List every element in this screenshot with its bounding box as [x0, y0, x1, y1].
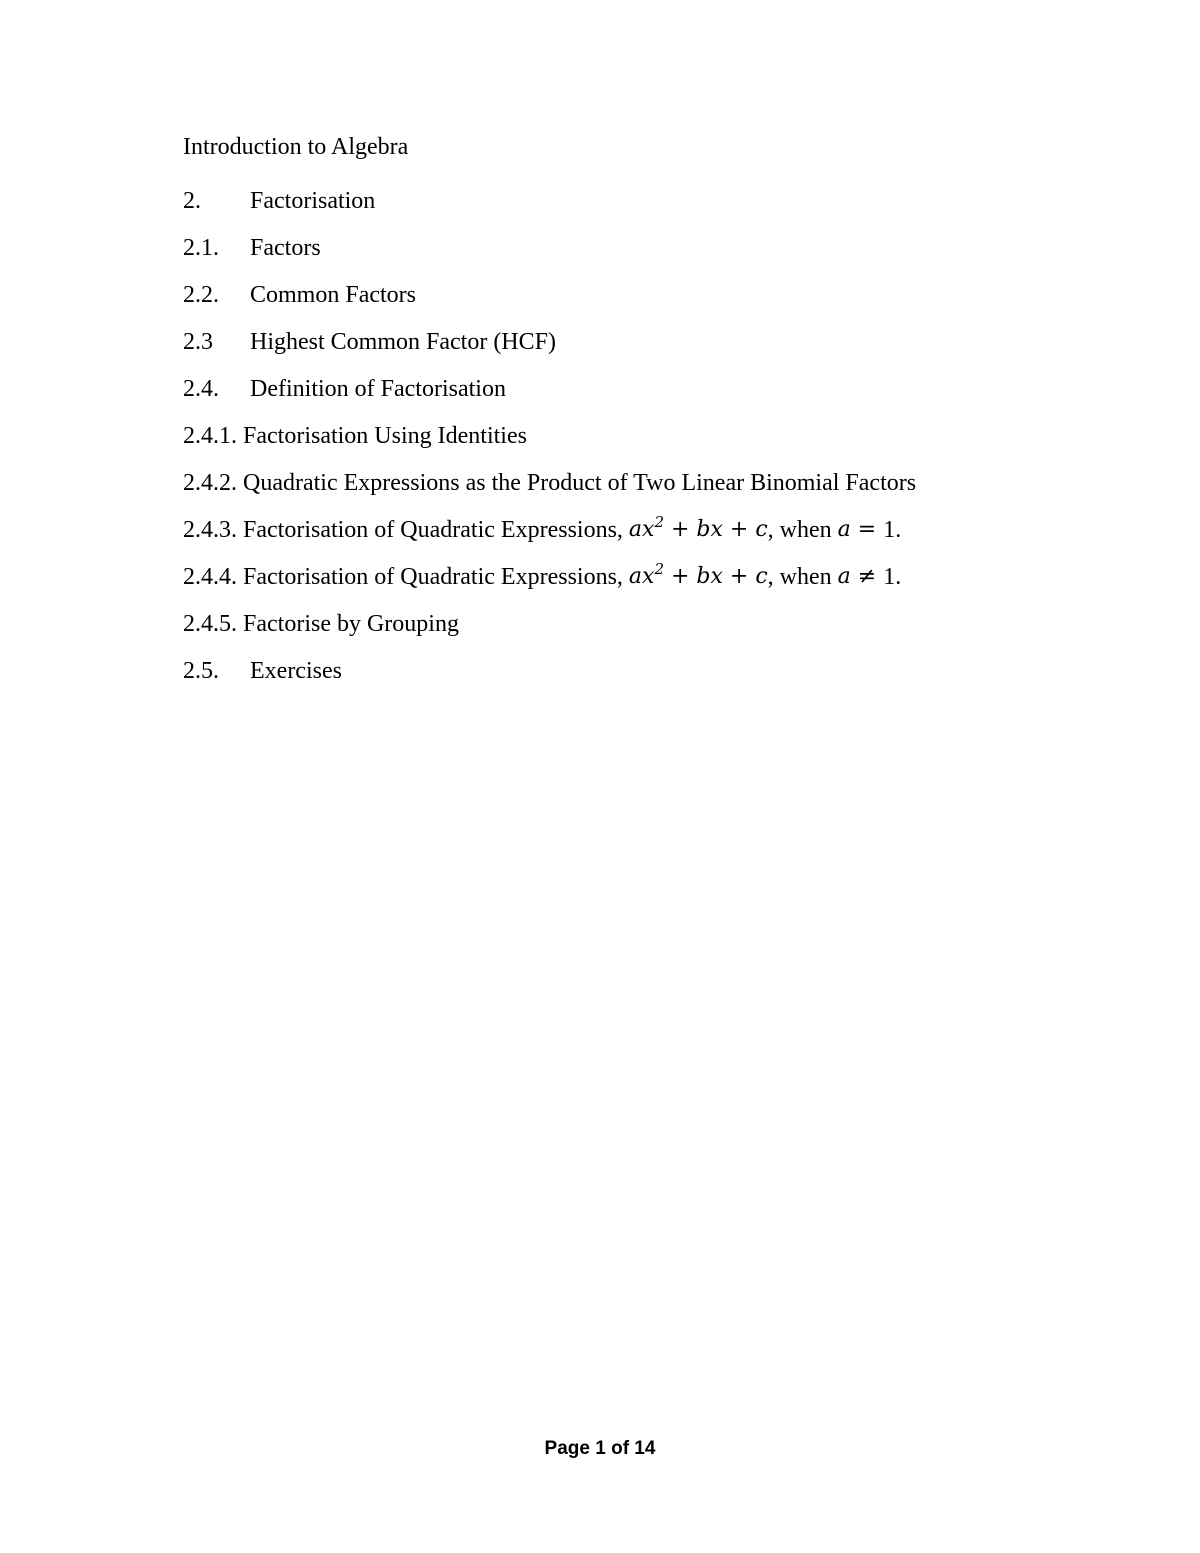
quadratic-expression: $ax^2$ + bx + c [628, 559, 768, 589]
toc-item-2-4-2 [183, 459, 916, 506]
toc-item-2-3 [183, 318, 916, 365]
toc-number: 2. [183, 187, 201, 214]
toc-number: 2.4.4. [183, 563, 237, 590]
toc-text: Definition of Factorisation [250, 375, 506, 402]
toc-item-2-4 [183, 365, 916, 412]
toc-text: Factorise by Grouping [243, 610, 459, 637]
toc-text: Factorisation Using Identities [243, 422, 527, 449]
toc-item-2-4-4 [183, 553, 916, 600]
toc-text: Common Factors [250, 281, 416, 308]
toc-text: Highest Common Factor (HCF) [250, 328, 556, 355]
toc-text: Quadratic Expressions as the Product of Two Linear Binomial Factors [243, 469, 917, 496]
toc-number: 2.4.5. [183, 610, 237, 637]
toc-number: 2.4.1. [183, 422, 237, 449]
toc-text: Factors [250, 234, 321, 261]
toc-number: 2.5. [183, 657, 219, 684]
toc-item-2-1 [183, 224, 916, 271]
toc-number: 2.4. [183, 375, 219, 402]
toc-mid-text: , when [767, 563, 838, 590]
toc-item-2-5 [183, 647, 916, 694]
toc-item-2-2 [183, 271, 916, 318]
condition-expression: a = [837, 516, 884, 542]
toc-mid-text: , when [767, 516, 838, 543]
toc-number: 2.2. [183, 281, 219, 308]
condition-expression: a ≠ [837, 563, 884, 589]
table-of-contents [183, 177, 916, 694]
toc-number: 2.4.2. [183, 469, 237, 496]
toc-number: 2.1. [183, 234, 219, 261]
toc-text: Factorisation of Quadratic Expressions, [243, 563, 623, 590]
toc-text: Factorisation [250, 187, 376, 214]
toc-item-2-4-3 [183, 506, 916, 553]
toc-item-2-4-5 [183, 600, 916, 647]
document-title: Introduction to Algebra [183, 134, 409, 160]
toc-number: 2.4.3. [183, 516, 237, 543]
toc-item-2 [183, 177, 916, 224]
page-footer: Page 1 of 14 [544, 1438, 656, 1459]
toc-text: Exercises [250, 657, 342, 684]
toc-end-text: 1. [883, 563, 902, 590]
toc-end-text: 1. [883, 516, 902, 543]
toc-item-2-4-1 [183, 412, 916, 459]
quadratic-expression: $ax^2$ + bx + c [628, 512, 768, 542]
toc-number: 2.3 [183, 328, 213, 355]
toc-text: Factorisation of Quadratic Expressions, [243, 516, 623, 543]
